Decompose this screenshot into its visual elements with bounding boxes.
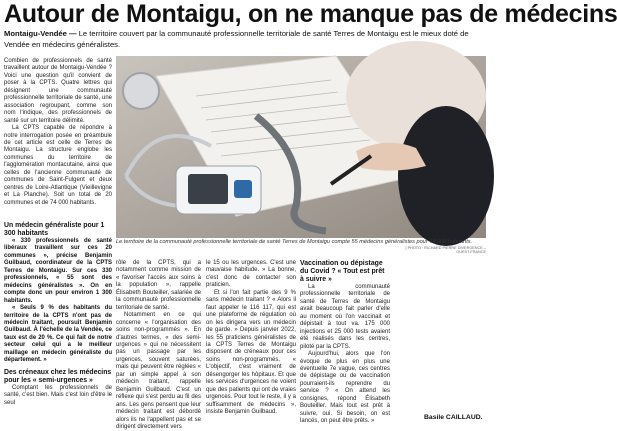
lead-place: Montaigu-Vendée — <box>4 29 77 38</box>
subheading: Vaccination ou dépistage du Covid ? « Tout est prêt à suivre » <box>300 260 385 283</box>
column-3 <box>206 260 296 426</box>
subheading: Un médecin généraliste pour 1 300 habitants <box>4 222 105 237</box>
paragraph <box>4 238 112 305</box>
paragraph: rôle de la CPTS, qui a notamment comme mission de « favoriser l'accès aux soins à la population », rappelle Élisabeth Bouteiller, salariée de la communauté professionnelle territoriale de santé. <box>116 260 201 311</box>
lead-text: Le territoire couvert par la communauté professionnelle territoriale de santé Terres de Montaigu est le mieux doté de Vendée en médecins généralistes. <box>4 29 469 49</box>
paragraph <box>4 305 112 365</box>
quote: « Seuls 9 % des habitants du territoire de la CPTS n'ont pas de médecin traitant, poursuit Benjamin Guilbaud. À l'échelle de la Vendée, ce taux est de 20 %. Ce qui fait de notre secteur celui qui a le meilleur maillage en médecin généraliste du département. » <box>4 305 112 364</box>
paragraph: le 15 ou les urgences. C'est une mauvaise habitude. » La bonne, c'est donc de contacter son praticien. <box>206 260 296 289</box>
doctor-photo-illustration <box>116 56 486 238</box>
paragraph: Aujourd'hui, alors que l'on évoque de plus en plus une éventuelle 7e vague, ces centres de dépistage ou de vaccination pourraient-ils reprendre du service ? « On attend les consignes, répond Élisabeth Bouteiller. Mais tout est prêt à suivre, oui. Si besoin, on est lancés, on peut être prêts. » <box>300 351 390 425</box>
subheading: Des créneaux chez les médecins pour les « semi-urgences » <box>4 368 112 384</box>
article-photo <box>116 56 486 238</box>
author-signature: Basile CAILLAUD. <box>424 414 483 421</box>
paragraph: Notamment en ce qui concerne « l'organisation des soins non-programmés ». En d'autres termes, « des semi-urgences » qui ne nécessitent pas un passage par les urgences, souvent saturées, mais qui peuvent être réglées « par un simple appel à son médecin traitant, rappelle Benjamin Guilbaud. C'est un réflexe qui s'est perdu au fil des ans. Les gens pensent que leur médecin traitant est débordé alors ils ne l'appellent pas et se dirigent directement vers <box>116 312 201 430</box>
paragraph: La CPTS capable de répondre à notre interrogation posée en préambule de cet article est celle de Terres de Montaigu. La structure englobe les communes du territoire de l'agglomération montacutaine, ainsi que celles de l'ancienne communauté de communes de Saint-Fulgent et deux centres de Loire-Atlantique (Vieillevigne et La Planche). Soit un total de 20 communes et de 74 000 habitants. <box>4 125 112 206</box>
column-1-bottom <box>4 222 112 426</box>
paragraph: La communauté professionnelle territoriale de santé de Terres de Montaigu avait beaucoup fait parler d'elle au moment où l'on vaccinait et dépistait à tout va. 175 000 injections et 25 000 tests avaient été réalisés dans les centres, piloté par la CPTS. <box>300 284 390 350</box>
paragraph: Comptant les professionnels de santé, c'est bien. Mais c'est loin d'être le seul <box>4 384 112 406</box>
column-4 <box>300 260 390 426</box>
photo-caption: Le territoire de la communauté professionnelle territoriale de santé Terres de Montaigu compte 55 médecins généralistes pour 74 000 habitants. <box>116 239 473 245</box>
paragraph: Et si l'on fait partie des 9 % sans médecin traitant ? « Alors il faut appeler le 116 117, qui est une plateforme de régulation où on les dirigera vers un médecin de garde. » Depuis janvier 2022, les 55 praticiens généralistes de la CPTS Terres de Montaigu disposent de créneaux pour ces soins non-programmés. « L'objectif, c'est vraiment de désengorger les hôpitaux. Et que les services d'urgences ne voient que des patients qui ont de vraies urgences. Pour tout le reste, il y a suffisamment de médecins », insiste Benjamin Guilbaud. <box>206 289 296 416</box>
quote: « 330 professionnels de santé libéraux travaillent sur ces 20 communes », précise Benjamin Guilbaud, coordinateur de la CPTS Terres de Montaigu. Sur ces 330 professionnels, « 55 sont des médecins généralistes ». On en compte donc un pour environ 1 300 habitants. <box>4 238 112 304</box>
column-2 <box>116 260 201 430</box>
column-1-top <box>4 58 112 218</box>
headline: Autour de Montaigu, on ne manque pas de médecins <box>4 0 617 28</box>
photo-credit: | PHOTO : RICHARD PIERRE DIVERGENCE – OUEST-FRANCE <box>405 246 486 254</box>
paragraph: Combien de professionnels de santé travaillent autour de Montaigu-Vendée ? Voici une question qu'il convient de poser à la CPTS. Quatre lettres qui désignent une communauté professionnelle territoriale de santé, une association regroupant, comme son nom l'indique, des professionnels de santé sur un territoire délimité. <box>4 58 112 124</box>
